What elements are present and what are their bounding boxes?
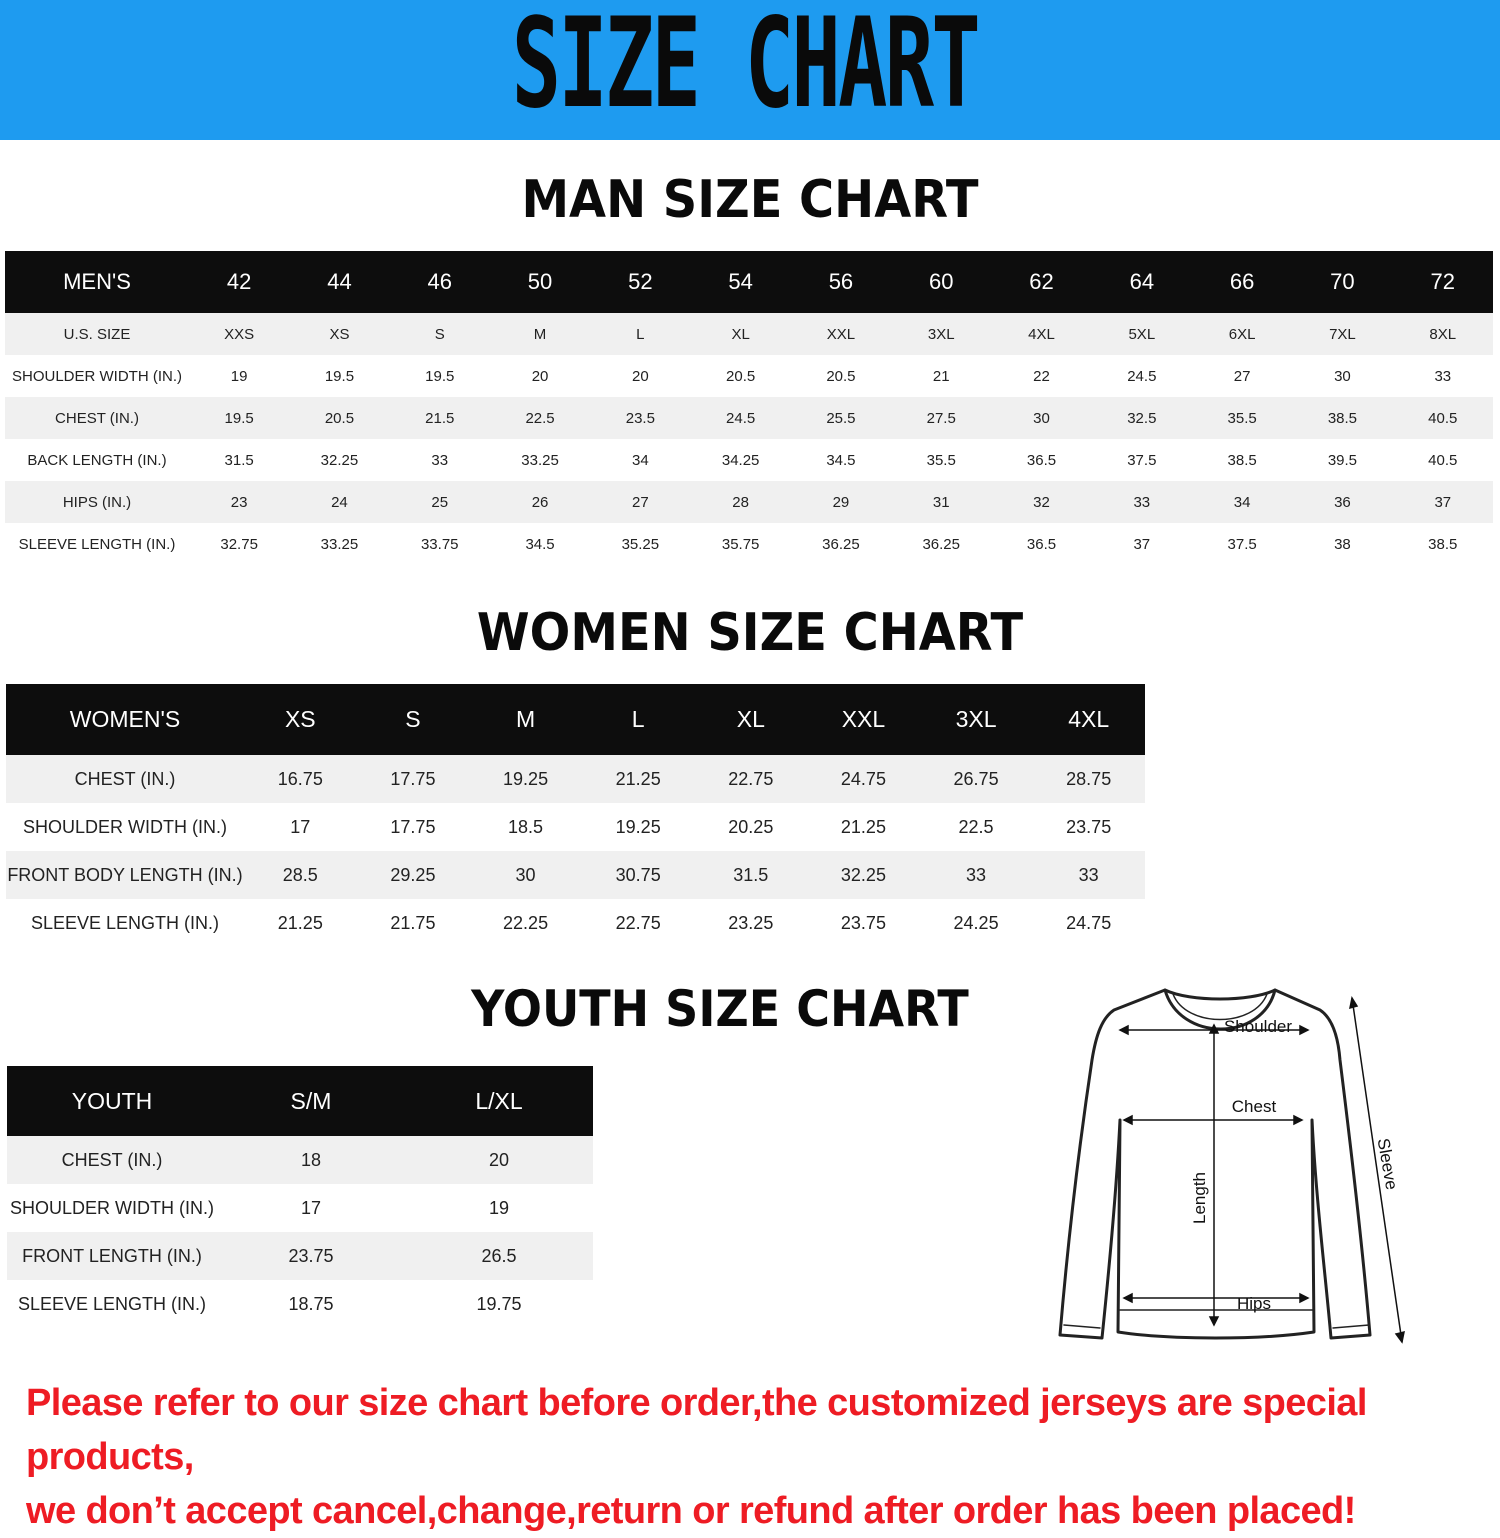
table-cell: 22.5	[958, 816, 994, 837]
table-header-size: 52	[590, 251, 690, 313]
table-cell: 20	[531, 367, 549, 385]
table-header-size: S/M	[217, 1066, 405, 1136]
table-cell: 19.75	[476, 1293, 522, 1314]
table-header-size: M	[469, 684, 582, 755]
table-cell: 19.5	[425, 367, 455, 385]
row-label: U.S. SIZE	[5, 313, 189, 355]
table-row	[6, 851, 1145, 899]
row-label: FRONT BODY LENGTH (IN.)	[6, 851, 244, 899]
table-cell: 23	[189, 481, 289, 523]
table-cell: 23.5	[590, 397, 690, 439]
table-cell: 20.25	[728, 816, 774, 837]
table-cell: 34.5	[525, 535, 555, 553]
table-cell: 5XL	[1092, 313, 1192, 355]
table-row	[6, 803, 1145, 851]
table-cell: 36.5	[1026, 535, 1057, 553]
table-cell: 23.75	[1066, 816, 1112, 837]
table-cell: 27	[1233, 367, 1251, 385]
table-cell: 32.25	[320, 451, 359, 469]
shoulder-label: Shoulder	[1223, 1017, 1293, 1036]
table-row	[5, 313, 1493, 355]
table-cell: 17	[300, 1197, 322, 1218]
table-cell: 25.5	[791, 397, 891, 439]
table-header-size: XL	[695, 684, 808, 755]
table-cell: 37	[1133, 535, 1151, 553]
table-cell: 23.25	[728, 912, 774, 933]
table-cell: S	[390, 313, 490, 355]
youth-section-title: YOUTH SIZE CHART	[471, 980, 969, 1038]
table-row	[7, 1136, 593, 1184]
table-cell: 33	[1434, 367, 1452, 385]
table-cell: 16.75	[244, 755, 357, 803]
table-cell: 34.5	[826, 451, 856, 469]
table-cell: 40.5	[1393, 397, 1493, 439]
table-cell: 19.5	[189, 397, 289, 439]
table-header-size: XXL	[807, 684, 920, 755]
shirt-measurement-icon	[1040, 980, 1420, 1350]
table-row	[7, 1184, 593, 1232]
table-header-size: 54	[690, 251, 790, 313]
table-cell: 19.5	[324, 367, 355, 385]
table-cell: 38.5	[1428, 535, 1458, 553]
table-cell: 17.75	[390, 816, 436, 837]
table-cell: 19	[488, 1197, 510, 1218]
table-cell: 35.5	[1192, 397, 1292, 439]
table-cell: M	[490, 313, 590, 355]
table-cell: 26.75	[920, 755, 1033, 803]
table-cell: XS	[289, 313, 389, 355]
table-cell: 3XL	[891, 313, 991, 355]
page-title: SIZE CHART	[511, 0, 979, 136]
table-header-label: WOMEN'S	[6, 684, 244, 755]
row-label: CHEST (IN.)	[5, 397, 189, 439]
table-cell: 34	[1192, 481, 1292, 523]
table-header-size: L	[582, 684, 695, 755]
table-cell: 33	[431, 451, 449, 469]
table-header-size: XS	[244, 684, 357, 755]
table-cell: 36.25	[922, 535, 960, 553]
row-label: SHOULDER WIDTH (IN.)	[12, 367, 182, 385]
policy-notice	[26, 1376, 1486, 1538]
table-header-size: 56	[791, 251, 891, 313]
table-cell: 37	[1393, 481, 1493, 523]
table-cell: 22.75	[695, 755, 808, 803]
table-cell: 28.5	[244, 851, 357, 899]
table-cell: 37.5	[1127, 451, 1157, 469]
table-header-row	[5, 251, 1493, 313]
table-row	[7, 1232, 593, 1280]
table-cell: 27.5	[891, 397, 991, 439]
table-cell: 22.25	[503, 912, 549, 933]
table-cell: 21.5	[390, 397, 490, 439]
sleeve-label: Sleeve	[1373, 1136, 1402, 1192]
table-header-size: 44	[289, 251, 389, 313]
men-size-table	[5, 251, 1493, 565]
table-cell: 18.75	[288, 1293, 334, 1314]
table-header-size: 66	[1192, 251, 1292, 313]
length-label: Length	[1190, 1172, 1209, 1224]
table-cell: 35.75	[721, 535, 760, 553]
table-cell: 8XL	[1393, 313, 1493, 355]
table-cell: 23.75	[217, 1232, 405, 1280]
table-cell: 37.5	[1227, 535, 1257, 553]
notice-line-2: we don’t accept cancel,change,return or refund after order has been placed!	[26, 1490, 1356, 1532]
table-header-label: MEN'S	[5, 251, 189, 313]
table-cell: 39.5	[1327, 451, 1358, 469]
chest-label: Chest	[1231, 1097, 1277, 1116]
row-label: CHEST (IN.)	[6, 755, 244, 803]
table-cell: 24.5	[690, 397, 790, 439]
table-header-size: 4XL	[1032, 684, 1145, 755]
table-cell: 34.25	[721, 451, 760, 469]
notice-line-1: Please refer to our size chart before order,the customized jerseys are special products,	[26, 1382, 1367, 1478]
table-header-size: 70	[1292, 251, 1392, 313]
table-cell: 31.5	[224, 451, 254, 469]
table-cell: 20	[631, 367, 649, 385]
table-cell: 18.5	[508, 816, 544, 837]
table-cell: 23.75	[840, 912, 886, 933]
table-cell: 21.25	[277, 912, 323, 933]
table-cell: 22	[1033, 367, 1050, 385]
table-cell: 33	[1032, 851, 1145, 899]
table-cell: XXL	[791, 313, 891, 355]
table-cell: 19.25	[615, 816, 661, 837]
table-cell: 33	[1092, 481, 1192, 523]
table-cell: 19.25	[469, 755, 582, 803]
table-cell: 21.75	[390, 912, 436, 933]
table-cell: 33.75	[420, 535, 459, 553]
table-cell: 34	[631, 451, 649, 469]
row-label: HIPS (IN.)	[5, 481, 189, 523]
row-label: SLEEVE LENGTH (IN.)	[17, 1293, 207, 1314]
table-cell: 7XL	[1292, 313, 1392, 355]
table-cell: 24.75	[1066, 912, 1112, 933]
table-header-size: 60	[891, 251, 991, 313]
table-cell: 21.25	[840, 816, 886, 837]
table-cell: 25	[390, 481, 490, 523]
table-cell: 38	[1334, 535, 1351, 553]
table-cell: 33.25	[320, 535, 359, 553]
table-cell: 32	[991, 481, 1091, 523]
table-cell: XL	[690, 313, 790, 355]
table-cell: 36.5	[1026, 451, 1057, 469]
table-header-size: 64	[1092, 251, 1192, 313]
table-row	[7, 1280, 593, 1328]
table-cell: 26	[490, 481, 590, 523]
row-label: SLEEVE LENGTH (IN.)	[18, 535, 176, 553]
table-row	[5, 397, 1493, 439]
table-cell: 24.25	[953, 912, 999, 933]
table-cell: 35.5	[926, 451, 956, 469]
table-cell: XXS	[189, 313, 289, 355]
table-cell: 27	[590, 481, 690, 523]
table-row	[5, 481, 1493, 523]
table-cell: 20.5	[726, 367, 756, 385]
table-cell: 18	[217, 1136, 405, 1184]
table-header-size: 62	[991, 251, 1091, 313]
row-label: SHOULDER WIDTH (IN.)	[10, 1197, 214, 1218]
table-cell: 29	[791, 481, 891, 523]
men-section-title: MAN SIZE CHART	[521, 170, 979, 230]
table-cell: 35.25	[621, 535, 660, 553]
table-cell: 24.5	[1127, 367, 1157, 385]
table-cell: 24.75	[807, 755, 920, 803]
table-cell: L	[590, 313, 690, 355]
table-header-size: 50	[490, 251, 590, 313]
women-section-title: WOMEN SIZE CHART	[476, 603, 1024, 663]
table-cell: 30	[991, 397, 1091, 439]
table-cell: 30	[1334, 367, 1351, 385]
table-cell: 36.25	[822, 535, 860, 553]
table-cell: 38.5	[1292, 397, 1392, 439]
table-header-row	[7, 1066, 593, 1136]
table-cell: 26.5	[405, 1232, 593, 1280]
table-row	[5, 355, 1493, 397]
table-cell: 33	[920, 851, 1033, 899]
row-label: SHOULDER WIDTH (IN.)	[23, 816, 227, 837]
table-header-size: 3XL	[920, 684, 1033, 755]
table-cell: 20	[405, 1136, 593, 1184]
table-header-size: L/XL	[405, 1066, 593, 1136]
table-header-size: 72	[1393, 251, 1493, 313]
table-cell: 28	[690, 481, 790, 523]
table-header-row	[6, 684, 1145, 755]
table-cell: 21	[932, 367, 950, 385]
table-cell: 17.75	[357, 755, 470, 803]
hips-label: Hips	[1236, 1294, 1272, 1313]
table-cell: 22.5	[490, 397, 590, 439]
table-cell: 28.75	[1032, 755, 1145, 803]
table-cell: 20.5	[826, 367, 856, 385]
table-row	[6, 899, 1145, 947]
youth-size-table	[7, 1066, 593, 1328]
row-label: CHEST (IN.)	[7, 1136, 217, 1184]
table-row	[6, 755, 1145, 803]
table-cell: 32.5	[1092, 397, 1192, 439]
table-cell: 40.5	[1428, 451, 1458, 469]
table-row	[5, 523, 1493, 565]
table-cell: 33.25	[521, 451, 559, 469]
table-cell: 29.25	[357, 851, 470, 899]
table-cell: 30.75	[582, 851, 695, 899]
table-cell: 19	[230, 367, 248, 385]
table-header-size: S	[357, 684, 470, 755]
table-cell: 22.75	[615, 912, 661, 933]
table-cell: 17	[290, 816, 311, 837]
table-header-label: YOUTH	[7, 1066, 217, 1136]
table-cell: 24	[289, 481, 389, 523]
table-cell: 36	[1292, 481, 1392, 523]
table-cell: 31	[891, 481, 991, 523]
table-cell: 32.75	[220, 535, 258, 553]
women-size-table	[6, 684, 1145, 947]
table-header-size: 42	[189, 251, 289, 313]
row-label: SLEEVE LENGTH (IN.)	[30, 912, 220, 933]
table-cell: 30	[469, 851, 582, 899]
table-cell: 38.5	[1227, 451, 1257, 469]
table-row	[5, 439, 1493, 481]
table-header-size: 46	[390, 251, 490, 313]
row-label: FRONT LENGTH (IN.)	[7, 1232, 217, 1280]
table-cell: 32.25	[807, 851, 920, 899]
table-cell: 31.5	[695, 851, 808, 899]
table-cell: 21.25	[582, 755, 695, 803]
row-label: BACK LENGTH (IN.)	[27, 451, 167, 469]
table-cell: 20.5	[289, 397, 389, 439]
table-cell: 4XL	[991, 313, 1091, 355]
table-cell: 6XL	[1192, 313, 1292, 355]
